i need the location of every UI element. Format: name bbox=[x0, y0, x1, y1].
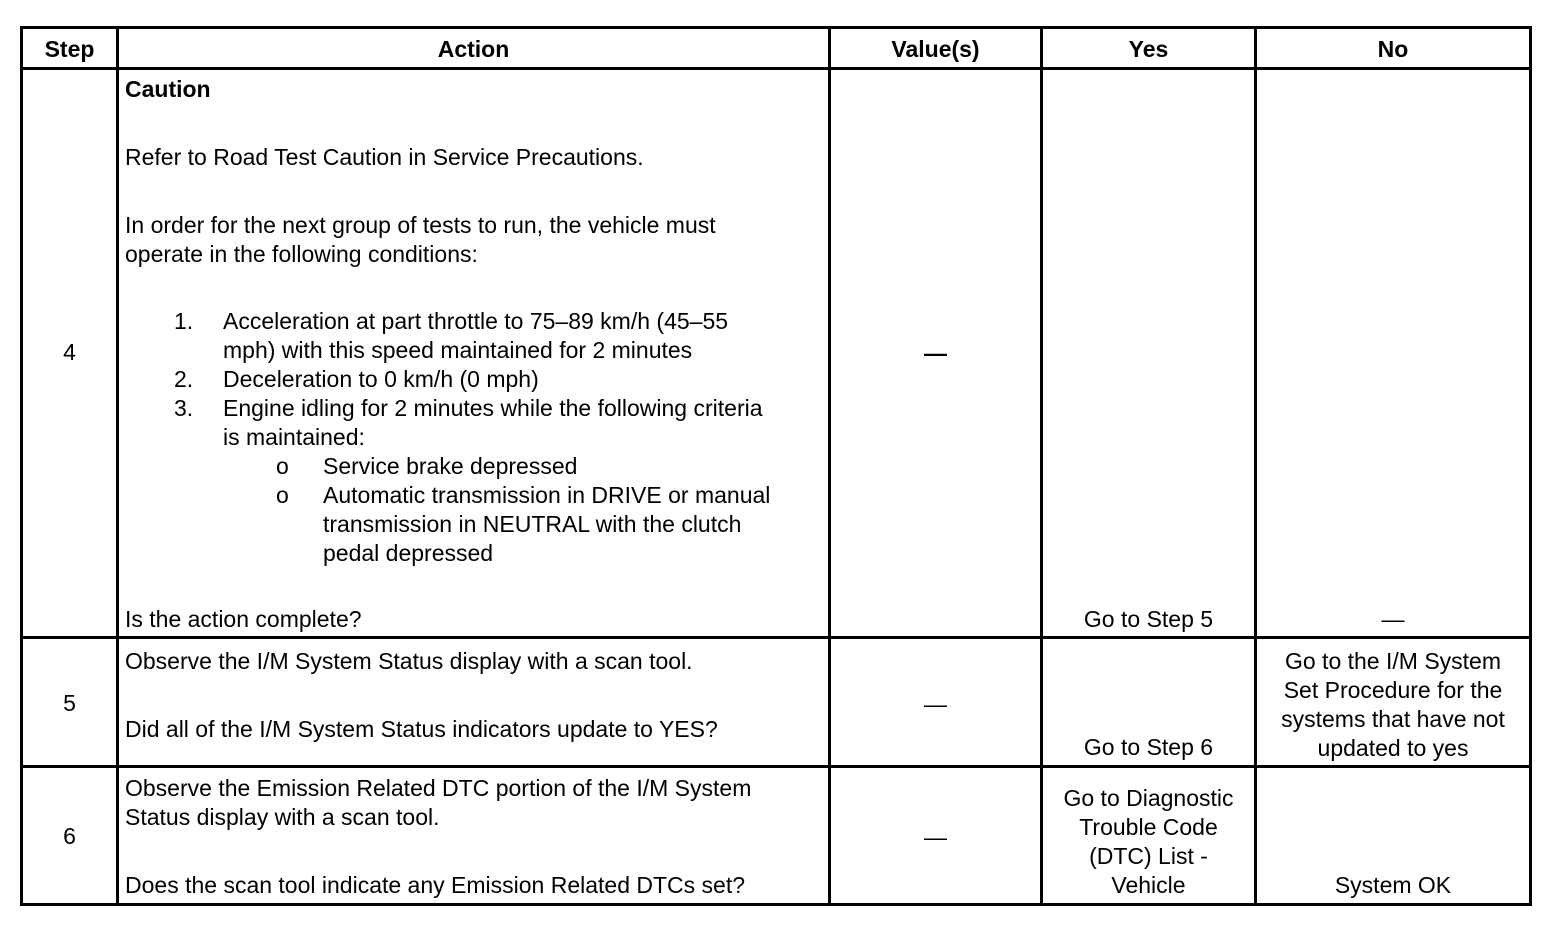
yes-text-line: Trouble Code bbox=[1079, 814, 1218, 840]
yes-cell bbox=[1043, 784, 1254, 900]
header-action: Action bbox=[437, 36, 510, 62]
no-text-line: Set Procedure for the bbox=[1283, 677, 1503, 703]
question-text: Does the scan tool indicate any Emission Related DTCs set? bbox=[125, 872, 746, 898]
yes-text-line: Go to Diagnostic bbox=[1063, 785, 1234, 811]
intro-line: operate in the following conditions: bbox=[125, 241, 478, 267]
list-number: 2. bbox=[174, 366, 194, 392]
sublist-text: Automatic transmission in DRIVE or manual bbox=[323, 482, 771, 508]
action-text: Observe the I/M System Status display with a scan tool. bbox=[125, 648, 693, 674]
no-cell: System OK bbox=[1334, 872, 1452, 898]
caution-text: Refer to Road Test Caution in Service Precautions. bbox=[125, 144, 644, 170]
column-divider bbox=[828, 29, 831, 903]
yes-text-line: (DTC) List - bbox=[1089, 843, 1208, 869]
step-number: 6 bbox=[63, 823, 76, 849]
list-number: 1. bbox=[174, 308, 194, 334]
intro-text bbox=[125, 211, 716, 269]
action-cell bbox=[119, 70, 828, 636]
header-values: Value(s) bbox=[891, 36, 980, 62]
value-cell: — bbox=[924, 691, 947, 717]
intro-line: In order for the next group of tests to run, the vehicle must bbox=[125, 212, 716, 238]
sublist-text: pedal depressed bbox=[323, 540, 494, 566]
value-cell: — bbox=[924, 824, 947, 850]
action-cell bbox=[119, 639, 828, 765]
no-text-line: systems that have not bbox=[1281, 706, 1505, 732]
list-text: Engine idling for 2 minutes while the following criteria bbox=[223, 395, 763, 421]
yes-text-line: Vehicle bbox=[1111, 872, 1186, 898]
action-line: Observe the Emission Related DTC portion of the I/M System bbox=[125, 775, 752, 801]
list-number: 3. bbox=[174, 395, 194, 421]
header-step: Step bbox=[44, 36, 95, 62]
diagnostic-table bbox=[20, 26, 1532, 906]
sublist-text: transmission in NEUTRAL with the clutch bbox=[323, 511, 742, 537]
no-cell bbox=[1257, 647, 1529, 763]
no-cell: — bbox=[1381, 606, 1405, 632]
question-text: Did all of the I/M System Status indicators update to YES? bbox=[125, 716, 718, 742]
column-divider bbox=[1040, 29, 1043, 903]
list-text: Acceleration at part throttle to 75–89 km/h (45–55 bbox=[223, 308, 729, 334]
sublist-text: Service brake depressed bbox=[323, 453, 578, 479]
action-cell bbox=[119, 768, 828, 903]
step-number: 5 bbox=[63, 690, 76, 716]
bullet-icon: o bbox=[276, 482, 289, 508]
value-cell: — bbox=[924, 340, 947, 366]
no-text-line: Go to the I/M System bbox=[1284, 648, 1502, 674]
list-text: is maintained: bbox=[223, 424, 365, 450]
yes-cell: Go to Step 5 bbox=[1083, 606, 1214, 632]
action-text bbox=[125, 774, 751, 832]
action-line: Status display with a scan tool. bbox=[125, 804, 440, 830]
no-text-line: updated to yes bbox=[1317, 735, 1469, 761]
caution-title: Caution bbox=[125, 76, 211, 102]
list-text: Deceleration to 0 km/h (0 mph) bbox=[223, 366, 539, 392]
step-number: 4 bbox=[63, 339, 76, 365]
bullet-icon: o bbox=[276, 453, 289, 479]
yes-cell: Go to Step 6 bbox=[1083, 734, 1214, 760]
column-divider bbox=[1254, 29, 1257, 903]
header-yes: Yes bbox=[1128, 36, 1169, 62]
header-no: No bbox=[1377, 36, 1409, 62]
list-text: mph) with this speed maintained for 2 minutes bbox=[223, 337, 693, 363]
question-text: Is the action complete? bbox=[125, 606, 362, 632]
